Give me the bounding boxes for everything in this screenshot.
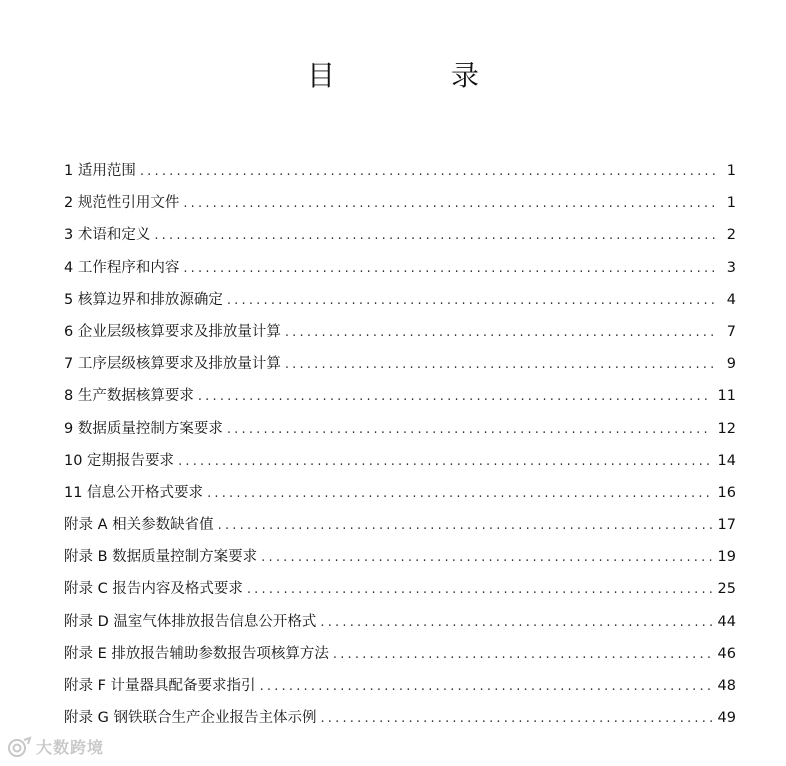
toc-entry-label: 6 企业层级核算要求及排放量计算 (64, 323, 281, 340)
toc-dot-leader (207, 481, 711, 507)
toc-page-number: 48 (717, 678, 736, 694)
toc-page-number: 25 (717, 581, 736, 598)
toc-entry-1[interactable] (64, 158, 736, 190)
toc-entry-label: 11 信息公开格式要求 (64, 484, 204, 501)
toc-page-number: 46 (717, 645, 736, 662)
toc-entry-label: 7 工序层级核算要求及排放量计算 (64, 356, 281, 373)
toc-entry-3[interactable] (64, 222, 736, 254)
toc-entry-11[interactable] (64, 480, 736, 512)
toc-dot-leader (285, 320, 718, 346)
toc-page-number: 1 (726, 163, 736, 179)
toc-entry-2[interactable] (64, 190, 736, 222)
toc-page-number: 11 (717, 388, 736, 405)
toc-dot-leader (247, 577, 712, 603)
watermark (6, 735, 104, 758)
toc-dot-leader (261, 545, 711, 571)
toc-entry-label: 附录 D 温室气体排放报告信息公开格式 (64, 613, 317, 630)
toc-entry-8[interactable] (64, 383, 736, 415)
toc-entry-5[interactable] (64, 287, 736, 319)
toc-entry-label: 5 核算边界和排放源确定 (64, 291, 223, 308)
toc-entry-label: 附录 F 计量器具配备要求指引 (64, 678, 256, 694)
table-of-contents (64, 158, 736, 737)
toc-entry-label: 2 规范性引用文件 (64, 195, 180, 212)
toc-dot-leader (333, 642, 712, 668)
toc-page-number: 16 (717, 484, 736, 501)
page-title: 目 录 (306, 59, 523, 92)
toc-entry-label: 1 适用范围 (64, 163, 136, 179)
toc-page-number: 14 (717, 452, 736, 469)
toc-entry-label: 4 工作程序和内容 (64, 259, 180, 276)
toc-entry-label: 附录 G 钢铁联合生产企业报告主体示例 (64, 710, 317, 727)
toc-entry-appendix-b[interactable] (64, 544, 736, 576)
toc-entry-label: 附录 B 数据质量控制方案要求 (64, 549, 258, 566)
toc-dot-leader (227, 417, 712, 443)
toc-entry-6[interactable] (64, 319, 736, 351)
toc-entry-label: 9 数据质量控制方案要求 (64, 420, 223, 437)
toc-dot-leader (183, 191, 718, 217)
toc-entry-label: 10 定期报告要求 (64, 452, 175, 469)
watermark-text: 大数跨境 (36, 738, 105, 757)
toc-dot-leader (285, 352, 718, 378)
toc-entry-9[interactable] (64, 416, 736, 448)
toc-entry-appendix-e[interactable] (64, 641, 736, 673)
toc-page-number: 1 (726, 195, 736, 212)
toc-dot-leader (140, 159, 718, 185)
toc-entry-appendix-g[interactable] (64, 705, 736, 737)
toc-entry-7[interactable] (64, 351, 736, 383)
toc-dot-leader (260, 674, 712, 700)
toc-entry-label: 8 生产数据核算要求 (64, 388, 194, 405)
toc-page-number: 17 (717, 517, 736, 534)
toc-page-number: 7 (726, 323, 736, 340)
toc-page-number: 44 (717, 613, 736, 630)
toc-entry-appendix-c[interactable] (64, 576, 736, 608)
toc-dot-leader (320, 610, 711, 636)
toc-entry-4[interactable] (64, 255, 736, 287)
toc-page-number: 3 (726, 259, 736, 276)
toc-page-number: 12 (717, 420, 736, 437)
toc-page-number: 19 (717, 549, 736, 566)
toc-entry-label: 附录 A 相关参数缺省值 (64, 517, 214, 534)
toc-page-number: 9 (726, 356, 736, 373)
toc-entry-appendix-a[interactable] (64, 512, 736, 544)
toc-dot-leader (178, 449, 711, 475)
toc-page-number: 4 (726, 291, 736, 308)
toc-entry-10[interactable] (64, 448, 736, 480)
toc-dot-leader (227, 288, 718, 314)
toc-dot-leader (154, 223, 718, 249)
toc-entry-label: 附录 E 排放报告辅助参数报告项核算方法 (64, 645, 329, 662)
toc-entry-label: 附录 C 报告内容及格式要求 (64, 581, 243, 598)
toc-page-number: 49 (717, 710, 736, 727)
toc-dot-leader (183, 256, 718, 282)
toc-entry-appendix-d[interactable] (64, 609, 736, 641)
toc-entry-label: 3 术语和定义 (64, 227, 151, 244)
toc-dot-leader (218, 513, 712, 539)
camera-watermark-icon (6, 736, 32, 758)
toc-dot-leader (198, 384, 712, 410)
toc-page-number: 2 (726, 227, 736, 244)
toc-dot-leader (320, 706, 711, 732)
toc-entry-appendix-f[interactable] (64, 673, 736, 705)
